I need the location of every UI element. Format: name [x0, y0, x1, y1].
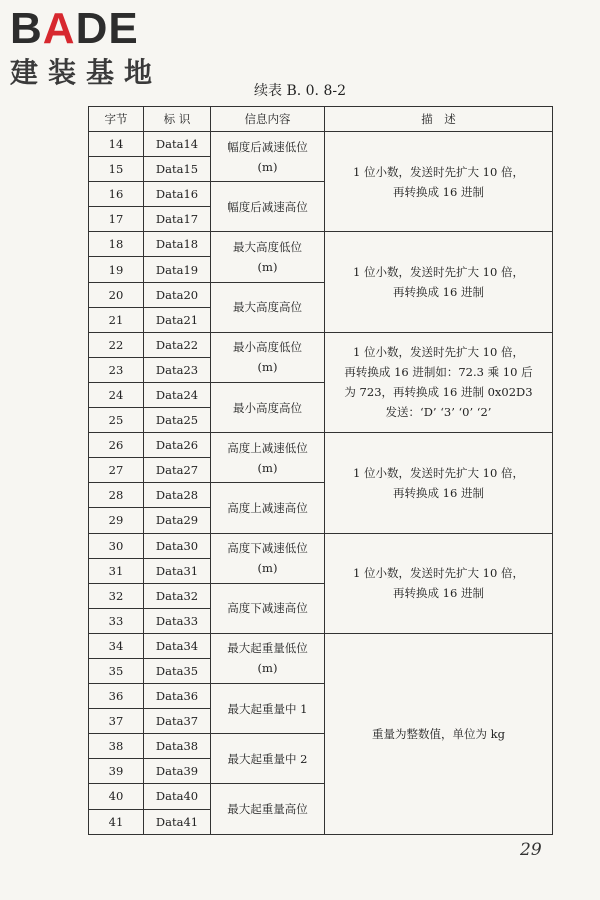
table-header-row: [89, 107, 553, 132]
desc-line: 为 723，再转换成 16 进制 0x02D3: [344, 385, 533, 400]
logo-letter-b: B: [10, 4, 43, 53]
id-cell: Data26: [144, 433, 211, 458]
desc-line: 再转换成 16 进制: [393, 485, 484, 500]
logo-letter-a: A: [42, 4, 76, 53]
desc-line: 1 位小数，发送时先扩大 10 倍，: [353, 265, 524, 280]
table-row: [89, 533, 553, 558]
info-line: 高度下减速高位: [227, 601, 308, 616]
id-cell: Data18: [144, 232, 211, 257]
id-cell: Data23: [144, 357, 211, 382]
byte-cell: 31: [89, 558, 144, 583]
byte-cell: 37: [89, 709, 144, 734]
id-cell: Data28: [144, 483, 211, 508]
info-cell: [211, 533, 325, 583]
desc-cell: [325, 433, 553, 533]
id-cell: Data35: [144, 658, 211, 683]
info-cell: [211, 332, 325, 382]
desc-line: 再转换成 16 进制: [393, 184, 484, 199]
info-unit: (m): [257, 259, 278, 274]
table-body: [89, 132, 553, 835]
byte-cell: 14: [89, 132, 144, 157]
id-cell: Data32: [144, 583, 211, 608]
byte-cell: 35: [89, 658, 144, 683]
byte-cell: 41: [89, 809, 144, 834]
byte-cell: 25: [89, 408, 144, 433]
info-line: 最大起重量高位: [227, 802, 308, 817]
id-cell: Data38: [144, 734, 211, 759]
info-unit: (m): [257, 460, 278, 475]
table-row: [89, 232, 553, 257]
id-cell: Data16: [144, 182, 211, 207]
info-cell: [211, 734, 325, 784]
info-cell: [211, 132, 325, 182]
desc-cell: [325, 533, 553, 633]
id-cell: Data14: [144, 132, 211, 157]
id-cell: Data24: [144, 382, 211, 407]
byte-cell: 38: [89, 734, 144, 759]
header-info: 信息内容: [211, 107, 325, 132]
desc-line: 重量为整数值，单位为 kg: [372, 726, 505, 741]
byte-cell: 36: [89, 684, 144, 709]
info-unit: (m): [257, 561, 278, 576]
table-row: [89, 132, 553, 157]
table-caption: 续表 B. 0. 8-2: [254, 83, 346, 99]
id-cell: Data37: [144, 709, 211, 734]
byte-cell: 34: [89, 633, 144, 658]
table-row: [89, 633, 553, 658]
info-line: 最大起重量低位: [227, 641, 308, 656]
id-cell: Data31: [144, 558, 211, 583]
byte-cell: 39: [89, 759, 144, 784]
desc-line: 再转换成 16 进制如：72.3 乘 10 后: [344, 365, 533, 380]
id-cell: Data22: [144, 332, 211, 357]
byte-cell: 18: [89, 232, 144, 257]
info-line: 幅度后减速高位: [227, 199, 308, 214]
id-cell: Data21: [144, 307, 211, 332]
id-cell: Data33: [144, 608, 211, 633]
info-line: 最大高度高位: [233, 300, 302, 315]
info-cell: [211, 633, 325, 683]
logo-subtitle: 建装基地: [10, 56, 163, 89]
desc-line: 1 位小数，发送时先扩大 10 倍，: [353, 164, 524, 179]
info-cell: [211, 282, 325, 332]
info-line: 高度下减速低位: [227, 541, 308, 556]
byte-cell: 16: [89, 182, 144, 207]
logo-wordmark: [10, 6, 162, 52]
info-line: 最大高度低位: [233, 239, 302, 254]
info-cell: [211, 433, 325, 483]
logo-letters-de: DE: [75, 4, 139, 53]
bade-logo: [10, 6, 162, 90]
byte-cell: 29: [89, 508, 144, 533]
id-cell: Data17: [144, 207, 211, 232]
info-cell: [211, 583, 325, 633]
byte-cell: 27: [89, 458, 144, 483]
id-cell: Data39: [144, 759, 211, 784]
byte-cell: 26: [89, 433, 144, 458]
info-line: 最大起重量中 2: [227, 751, 308, 766]
info-unit: (m): [257, 661, 278, 676]
id-cell: Data30: [144, 533, 211, 558]
info-line: 最小高度低位: [233, 340, 302, 355]
id-cell: Data36: [144, 684, 211, 709]
id-cell: Data29: [144, 508, 211, 533]
byte-cell: 30: [89, 533, 144, 558]
byte-cell: 17: [89, 207, 144, 232]
byte-cell: 24: [89, 382, 144, 407]
byte-cell: 23: [89, 357, 144, 382]
desc-line: 1 位小数，发送时先扩大 10 倍，: [353, 465, 524, 480]
byte-cell: 22: [89, 332, 144, 357]
byte-cell: 32: [89, 583, 144, 608]
desc-line: 1 位小数，发送时先扩大 10 倍，: [353, 566, 524, 581]
desc-line: 发送：‘D’ ‘3’ ‘0’ ‘2’: [385, 405, 492, 420]
info-cell: [211, 232, 325, 282]
id-cell: Data34: [144, 633, 211, 658]
id-cell: Data20: [144, 282, 211, 307]
info-unit: (m): [257, 360, 278, 375]
id-cell: Data15: [144, 157, 211, 182]
desc-line: 1 位小数，发送时先扩大 10 倍，: [353, 345, 524, 360]
table-row: [89, 332, 553, 357]
desc-line: 再转换成 16 进制: [393, 586, 484, 601]
info-cell: [211, 483, 325, 533]
info-cell: [211, 182, 325, 232]
info-line: 高度上减速低位: [227, 440, 308, 455]
id-cell: Data19: [144, 257, 211, 282]
info-unit: (m): [257, 159, 278, 174]
id-cell: Data27: [144, 458, 211, 483]
byte-cell: 15: [89, 157, 144, 182]
desc-cell: [325, 332, 553, 432]
byte-cell: 21: [89, 307, 144, 332]
byte-cell: 33: [89, 608, 144, 633]
id-cell: Data40: [144, 784, 211, 809]
info-cell: [211, 684, 325, 734]
byte-cell: 19: [89, 257, 144, 282]
desc-line: 再转换成 16 进制: [393, 285, 484, 300]
byte-cell: 40: [89, 784, 144, 809]
desc-cell: [325, 232, 553, 332]
header-desc: 描 述: [325, 107, 553, 132]
table-row: [89, 433, 553, 458]
info-cell: [211, 382, 325, 432]
header-id: 标 识: [144, 107, 211, 132]
page-number: 29: [520, 840, 542, 860]
info-line: 最大起重量中 1: [227, 701, 308, 716]
info-cell: [211, 784, 325, 834]
data-spec-table: [88, 106, 553, 835]
desc-cell: [325, 633, 553, 834]
desc-cell: [325, 132, 553, 232]
info-line: 幅度后减速低位: [227, 139, 308, 154]
byte-cell: 20: [89, 282, 144, 307]
id-cell: Data25: [144, 408, 211, 433]
info-line: 最小高度高位: [233, 400, 302, 415]
id-cell: Data41: [144, 809, 211, 834]
header-byte: 字节: [89, 107, 144, 132]
byte-cell: 28: [89, 483, 144, 508]
info-line: 高度上减速高位: [227, 500, 308, 515]
